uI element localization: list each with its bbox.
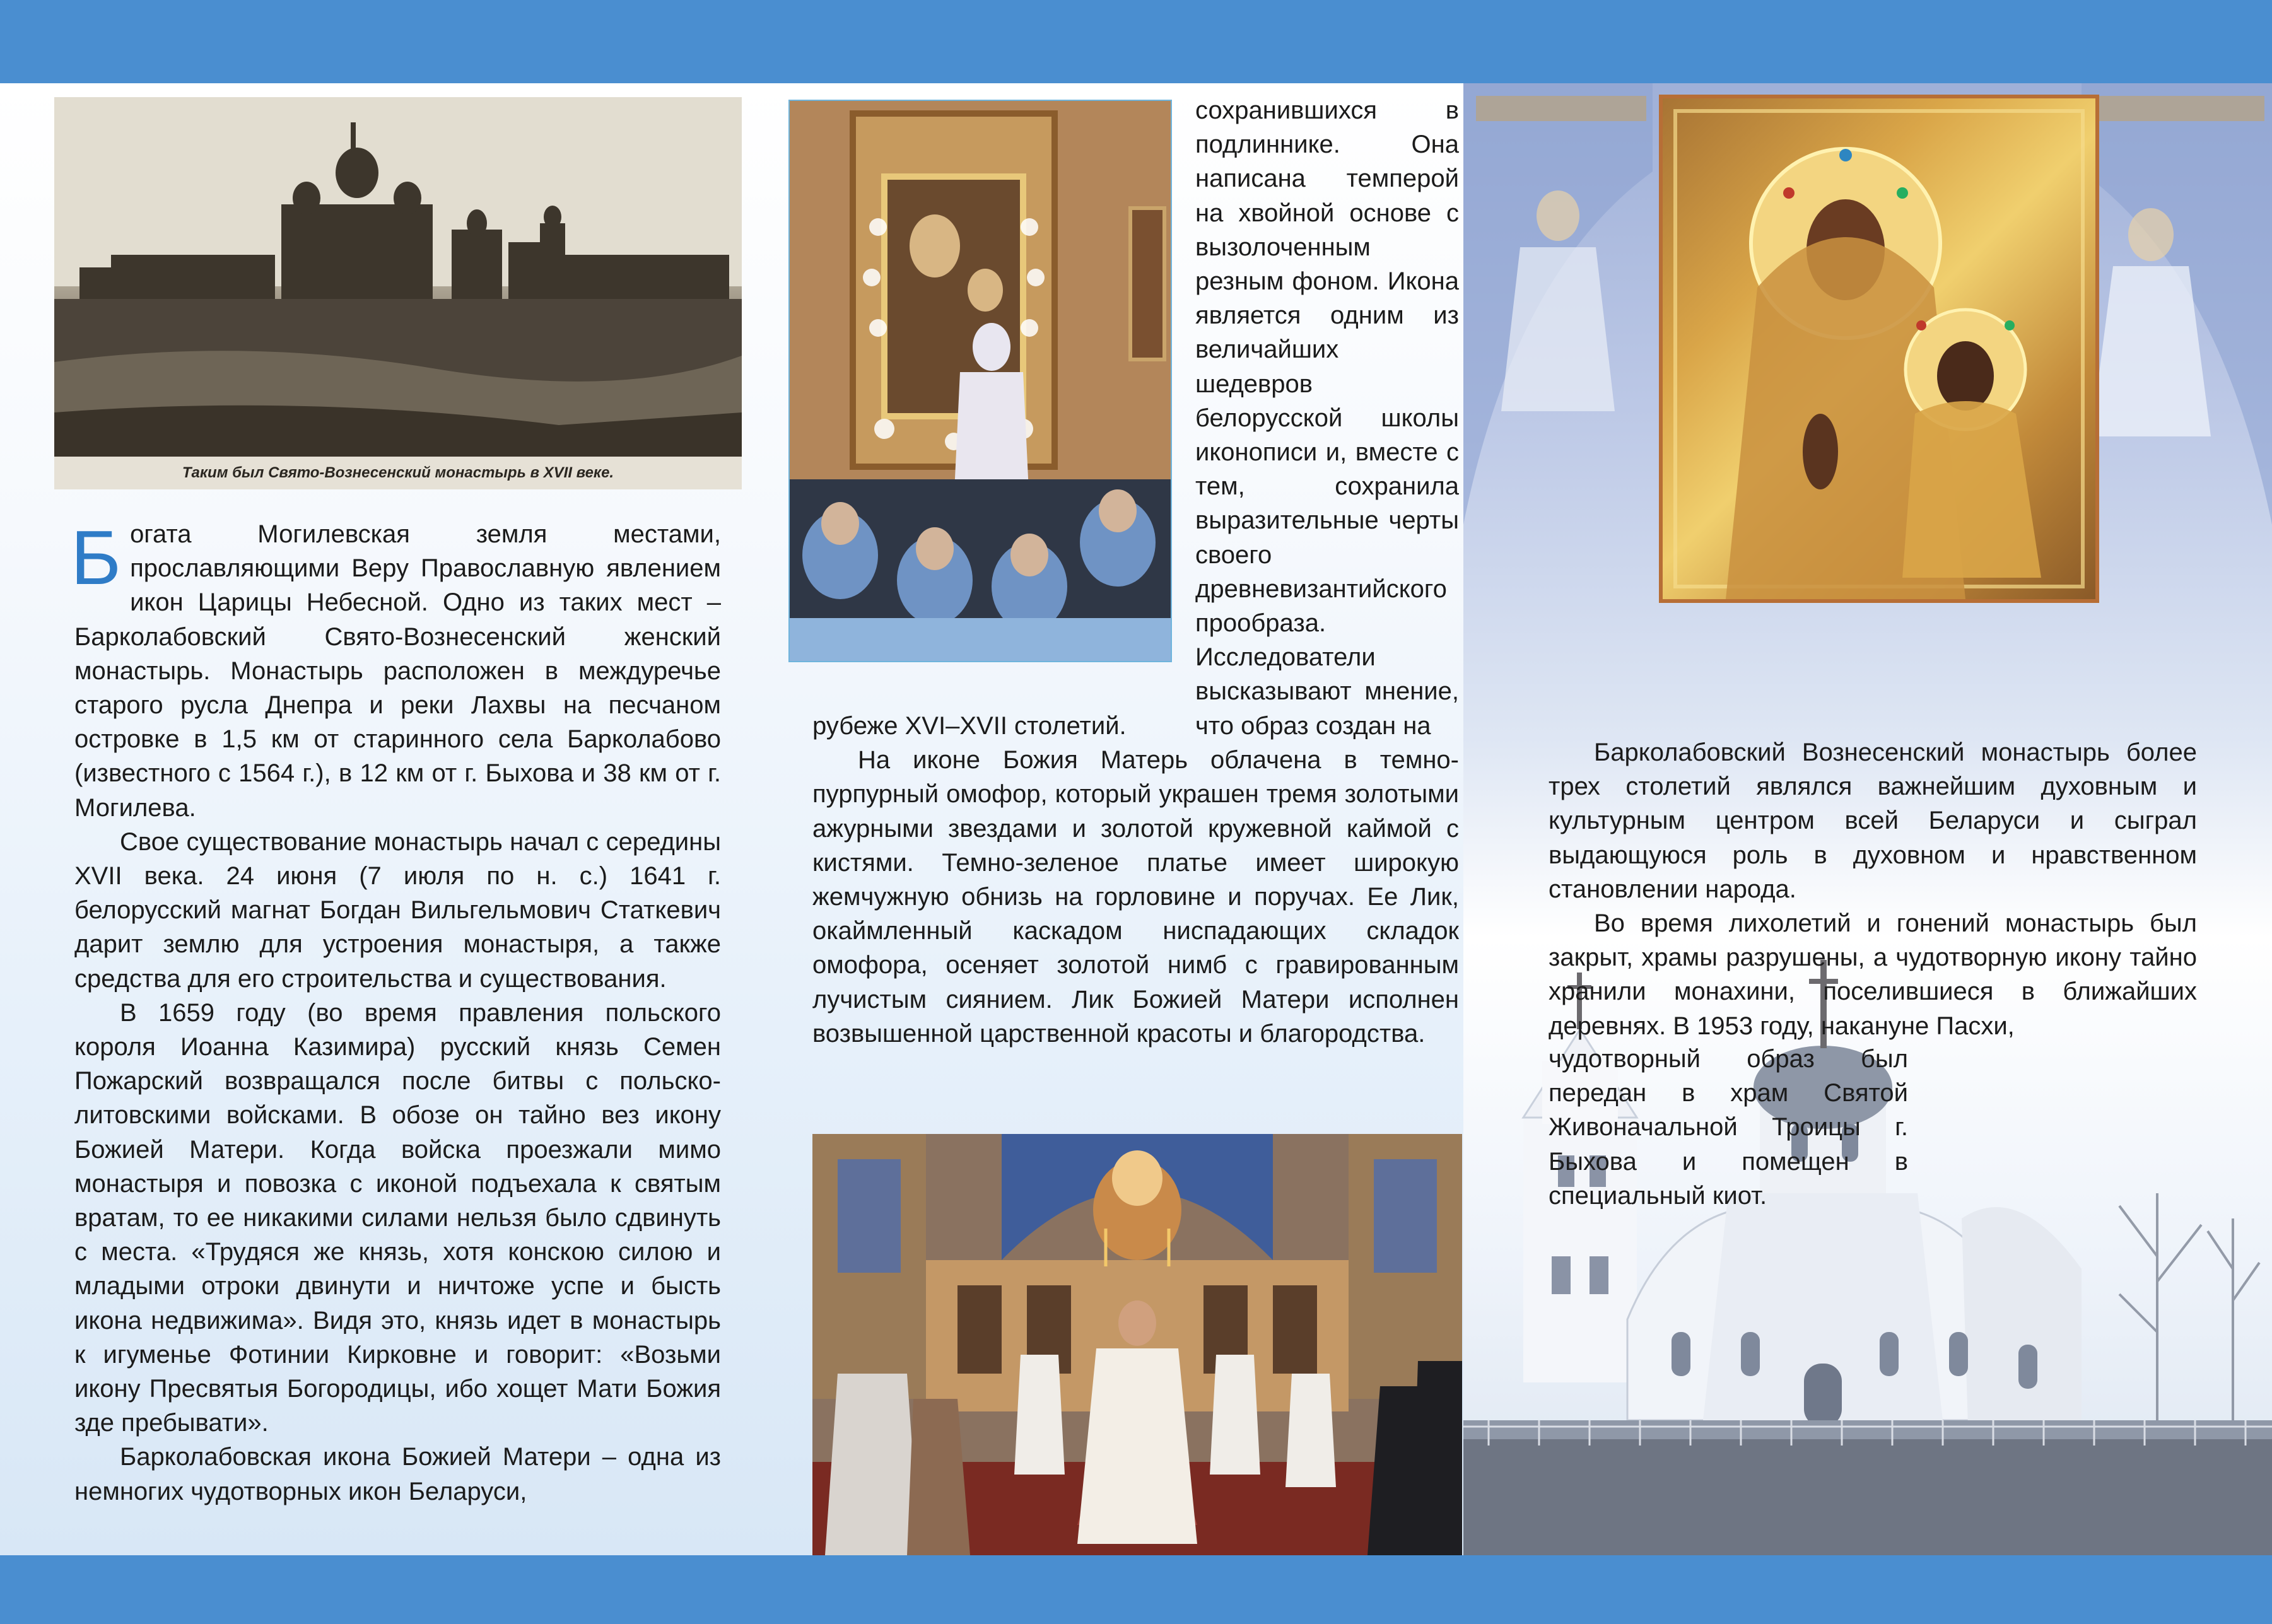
column-2-side-text [1195,93,1459,743]
paragraph: Свое существование монастырь начал с середины XVII века. 24 июня (7 июля по н. с.) 1641 г. белорусский магнат Богдан Вильгельмович Статкевич дарит землю для устроения монастыря, а также средства для его строительства и существования. [74,827,721,993]
brochure-page [0,83,2272,1555]
column-3-text [1549,735,2197,1043]
paragraph-text: огата Могилевская земля местами, прославляющими Веру Православную явлением икон Царицы Небесной. Одно из таких мест – Барколабовский Свято-Вознесенский женский монастырь. Монастырь расположен в междуречье старого русла Днепра и реки Лахвы на песчаном островке в 1,5 км от старинного села Барколабово (известного с 1564 г.), в 12 км от г. Быхова и 38 км от г. Могилева. [74,520,721,822]
paragraph: Во время лихолетий и гонений монастырь был закрыт, храмы разрушены, а чудотворную икону тайно хранили монахини, поселившиеся в ближайших деревнях. В 1953 году, накануне Пасхи, [1549,909,2197,1040]
drop-cap: Б [71,515,122,600]
top-band [0,0,2272,83]
paragraph: чудотворный образ был передан в храм Святой Живоначальной Троицы г. Быхова и помещен в специальный киот. [1549,1045,1908,1210]
paragraph: рубеже XVI–XVII столетий. [812,712,1127,740]
bottom-band [0,1555,2272,1624]
paragraph: Барколабовский Вознесенский монастырь более трех столетий являлся важнейшим духовным и культурным центром всей Беларуси и сыграл выдающуюся роль в духовном и нравственном становлении народа. [1549,739,2197,903]
icon-veneration-photo [788,100,1172,662]
barkolabovo-icon-photo [1659,95,2099,603]
church-interior-photo [812,1134,1462,1555]
photo-caption: Таким был Свято-Вознесенский монастырь в XVII веке. [54,457,742,489]
paragraph: Барколабовская икона Божией Матери – одна из немногих чудотворных икон Беларуси, [74,1443,721,1505]
paragraph: сохранившихся в подлиннике. Она написана темперой на хвойной основе с вызолоченным резным фоном. Икона является одним из величайших шедевров белорусской школы иконописи и, вместе с тем, сохранила выразительные черты своего древневизантийского прообраза. Исследователи высказывают мнение, что образ создан на [1195,96,1459,740]
column-3-narrow-text [1549,1042,1908,1213]
old-monastery-photo [54,97,742,489]
paragraph: В 1659 году (во время правления польского короля Иоанна Казимира) русский князь Семен Пожарский возвращался после битвы с польско-литовскими войсками. В обозе он тайно вез икону Божией Матери. Когда войска проезжали мимо монастыря и повозка с иконой подъехала к святым вратам, то ее никакими силами нельзя было сдвинуть с места. «Трудяся же князь, хотя конскою силою и младыми отроки двинути и ничтоже успе и бысть икона недвижима». Видя это, князь идет в монастырь к игуменье Фотинии Кирковне и говорит: «Возьми икону Пресвятыя Богородицы, ибо хощет Мати Божия зде пребывати». [74,998,721,1437]
column-2-text [812,709,1459,1051]
paragraph: На иконе Божия Матерь облачена в темно-пурпурный омофор, который украшен тремя золотыми ажурными звездами и золотой кружевной каймой с кистями. Темно-зеленое платье имеет широкую жемчужную обнизь на горловине и поручах. Ее Лик, окаймленный каскадом ниспадающих складок омофора, осеняет золотой нимб с гравированным лучистым сиянием. Лик Божией Матери исполнен возвышенной царственной красоты и благородства. [812,746,1459,1048]
column-1-text [71,515,721,1509]
paragraph [71,515,721,825]
